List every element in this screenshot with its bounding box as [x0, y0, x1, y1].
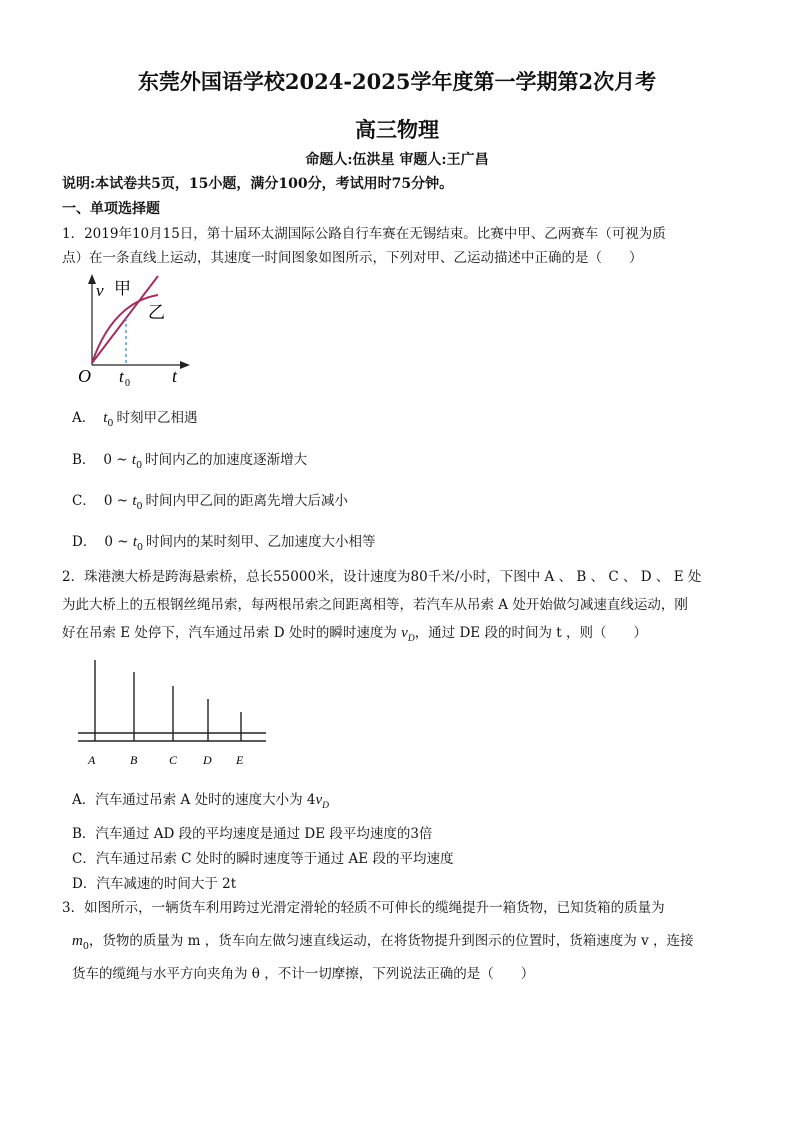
q2-cable-figure — [74, 652, 274, 770]
option-letter: B． — [72, 452, 96, 468]
cable-label-b: B — [130, 753, 138, 767]
q2-option-c[interactable] — [72, 847, 453, 867]
v-axis-arrow — [88, 274, 96, 284]
option-t-sub: 0 — [107, 418, 114, 429]
cable-label-a: A — [88, 753, 96, 767]
q2-option-a[interactable] — [72, 788, 329, 809]
option-letter: B． — [72, 826, 96, 842]
q2-vd-sub: D — [407, 634, 415, 644]
cable-label-e: E — [236, 753, 244, 767]
q3-stem-line2 — [72, 929, 693, 950]
option-t: t — [131, 452, 137, 468]
q2-stem-line3 — [62, 621, 647, 642]
q1-option-a[interactable] — [72, 406, 197, 427]
cable-label-c: C — [169, 753, 178, 767]
option-letter: D． — [72, 876, 97, 892]
exam-title: 东莞外国语学校2024-2025学年度第一学期第2次月考 — [137, 69, 657, 94]
option-letter: C． — [72, 851, 96, 867]
option-text: 时间内甲乙间的距离先增大后减小 — [145, 493, 349, 509]
q2-stem-line1: 2．珠港澳大桥是跨海悬索桥，总长55000米，设计速度为80千米/小时，下图中 A 、 B 、 C 、 D 、 E 处 — [62, 569, 702, 585]
q1-stem-line2: 点）在一条直线上运动，其速度一时间图象如图所示，下列对甲、乙运动描述中正确的是（ ） — [62, 250, 643, 266]
q1-stem-line1: 1．2019年10月15日，第十届环太湖国际公路自行车赛在无锡结束。比赛中甲、乙两赛车（可视为质 — [62, 226, 666, 242]
option-text: 汽车通过吊索 A 处时的速度大小为 4 — [95, 792, 316, 808]
q1-vt-graph — [70, 270, 200, 390]
option-text: 时间内乙的加速度逐渐增大 — [145, 452, 308, 468]
option-t-sub: 0 — [136, 542, 144, 553]
t-axis-arrow — [180, 361, 190, 369]
option-t-sub: 0 — [136, 501, 143, 512]
option-letter: C． — [72, 493, 96, 509]
q1-option-c[interactable] — [72, 489, 348, 510]
origin-label: O — [78, 366, 91, 386]
option-text: 汽车减速的时间大于 2t — [96, 876, 237, 892]
q3-line2-text: ，货物的质量为 m ，货车向左做匀速直线运动，在将货物提升到图示的位置时，货箱速度为 v ，连接 — [88, 933, 694, 949]
exam-subject: 高三物理 — [355, 117, 439, 142]
q3-stem-line1: 3．如图所示，一辆货车利用跨过光滑定滑轮的轻质不可伸长的缆绳提升一箱货物，已知货箱的质量为 — [62, 900, 665, 916]
q2-stem-line2: 为此大桥上的五根钢丝绳吊索，每两根吊索之间距离相等，若汽车从吊索 A 处开始做匀减速直线运动，刚 — [62, 597, 688, 613]
q3-m0: m — [72, 933, 83, 949]
option-v: v — [315, 792, 323, 808]
option-t: t — [103, 410, 108, 426]
option-pre: 0 ~ — [104, 534, 133, 550]
q3-stem-line3: 货车的缆绳与水平方向夹角为 θ ，不计一切摩擦，下列说法正确的是（ ） — [72, 966, 535, 982]
section-heading: 一、单项选择题 — [62, 201, 160, 217]
option-letter: A． — [72, 410, 96, 426]
t0-label: t — [119, 367, 124, 386]
v-axis-label: v — [96, 281, 104, 300]
q2-line3-b: ，通过 DE 段的时间为 t ，则（ ） — [414, 625, 647, 641]
option-pre: 0 ~ — [103, 493, 133, 509]
exam-authors: 命题人:伍洪星 审题人:王广昌 — [305, 152, 489, 168]
q3-m0-sub: 0 — [82, 941, 89, 952]
option-text: 时刻甲乙相遇 — [116, 410, 198, 426]
q1-option-d[interactable] — [72, 530, 376, 551]
option-t: t — [132, 493, 137, 509]
option-letter: D． — [72, 534, 97, 550]
q2-vd: v — [401, 625, 408, 641]
t0-subscript: 0 — [125, 378, 130, 389]
label-jia: 甲 — [114, 279, 131, 298]
q2-option-b[interactable] — [72, 822, 432, 842]
option-t-sub: 0 — [136, 460, 143, 471]
t-axis-label: t — [172, 366, 178, 386]
option-text: 汽车通过吊索 C 处时的瞬时速度等于通过 AE 段的平均速度 — [95, 851, 454, 867]
option-pre: 0 ~ — [103, 452, 132, 468]
label-yi: 乙 — [148, 303, 165, 322]
option-text: 时间内的某时刻甲、乙加速度大小相等 — [146, 534, 376, 550]
option-t: t — [132, 534, 137, 550]
option-text: 汽车通过 AD 段的平均速度是通过 DE 段平均速度的3倍 — [95, 826, 433, 842]
q2-line3-a: 好在吊索 E 处停下，汽车通过吊索 D 处时的瞬时速度为 — [62, 625, 402, 641]
q2-option-d[interactable] — [72, 872, 236, 892]
option-v-sub: D — [322, 801, 330, 811]
cable-label-d: D — [203, 753, 212, 767]
q1-option-b[interactable] — [72, 448, 307, 469]
exam-instructions: 说明:本试卷共5页，15小题，满分100分，考试用时75分钟。 — [62, 176, 454, 192]
option-letter: A． — [72, 792, 96, 808]
